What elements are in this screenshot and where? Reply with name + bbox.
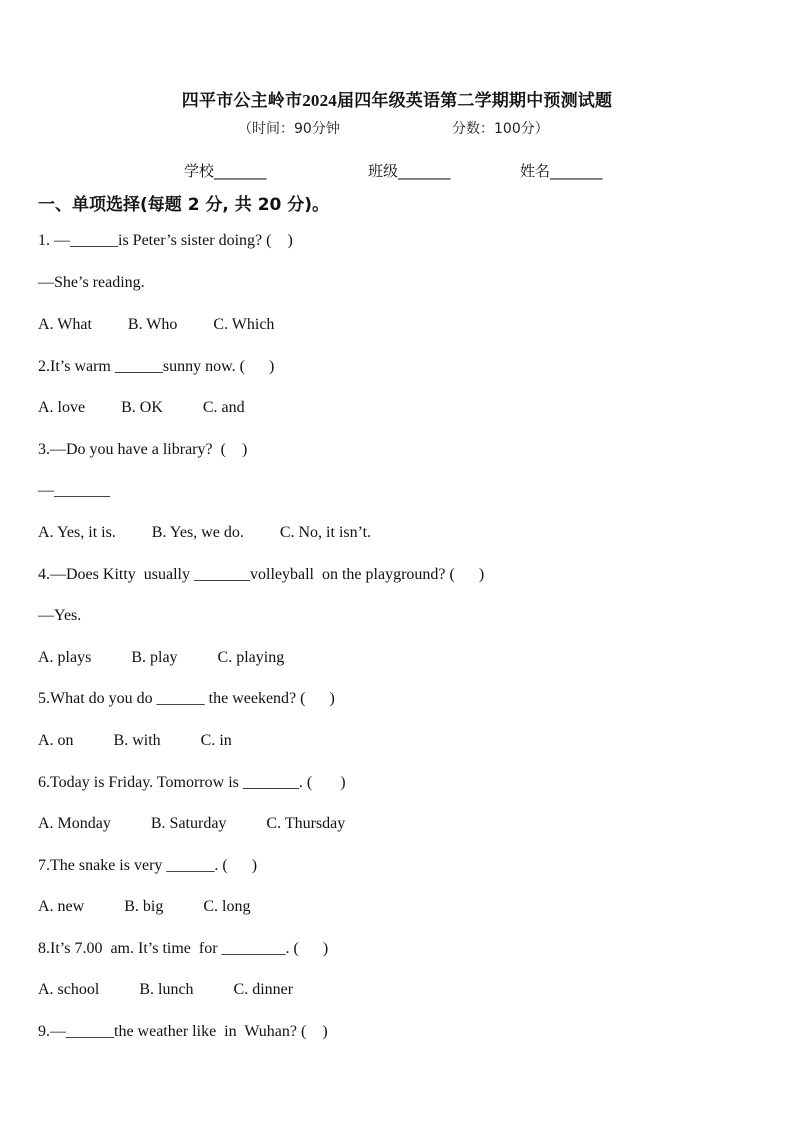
question-line: 4.—Does Kitty usually _______volleyball on the playground? ( ) <box>38 566 485 583</box>
question-line: 8.It’s 7.00 am. It’s time for ________. ( ) <box>38 940 329 957</box>
question-line: 3.—Do you have a library? ( ) <box>38 441 248 458</box>
exam-time: （时间：90分钟 <box>238 121 340 137</box>
options-line: A. What B. Who C. Which <box>38 316 275 333</box>
question-line: 2.It’s warm ______sunny now. ( ) <box>38 358 275 375</box>
question-line: 5.What do you do ______ the weekend? ( ) <box>38 690 335 707</box>
answer-line: —_______ <box>38 482 110 499</box>
exam-score: 分数：100分） <box>452 121 549 137</box>
question-line: 1. —______is Peter’s sister doing? ( ) <box>38 232 293 249</box>
question-line: 7.The snake is very ______. ( ) <box>38 857 258 874</box>
class-field: 班级_______ <box>368 162 451 180</box>
options-line: A. school B. lunch C. dinner <box>38 981 294 998</box>
answer-line: —She’s reading. <box>38 274 145 291</box>
school-field: 学校_______ <box>184 162 267 180</box>
answer-line: —Yes. <box>38 607 82 624</box>
options-line: A. new B. big C. long <box>38 898 251 915</box>
options-line: A. Yes, it is. B. Yes, we do. C. No, it isn’t. <box>38 524 372 541</box>
section-heading: 一、单项选择(每题 2 分, 共 20 分)。 <box>38 195 330 215</box>
name-field: 姓名_______ <box>520 162 603 180</box>
question-line: 6.Today is Friday. Tomorrow is _______. ( ) <box>38 774 346 791</box>
options-line: A. love B. OK C. and <box>38 399 245 416</box>
exam-title: 四平市公主岭市2024届四年级英语第二学期期中预测试题 <box>181 91 613 110</box>
question-line: 9.—______the weather like in Wuhan? ( ) <box>38 1023 328 1040</box>
options-line: A. plays B. play C. playing <box>38 649 285 666</box>
options-line: A. Monday B. Saturday C. Thursday <box>38 815 346 832</box>
options-line: A. on B. with C. in <box>38 732 232 749</box>
